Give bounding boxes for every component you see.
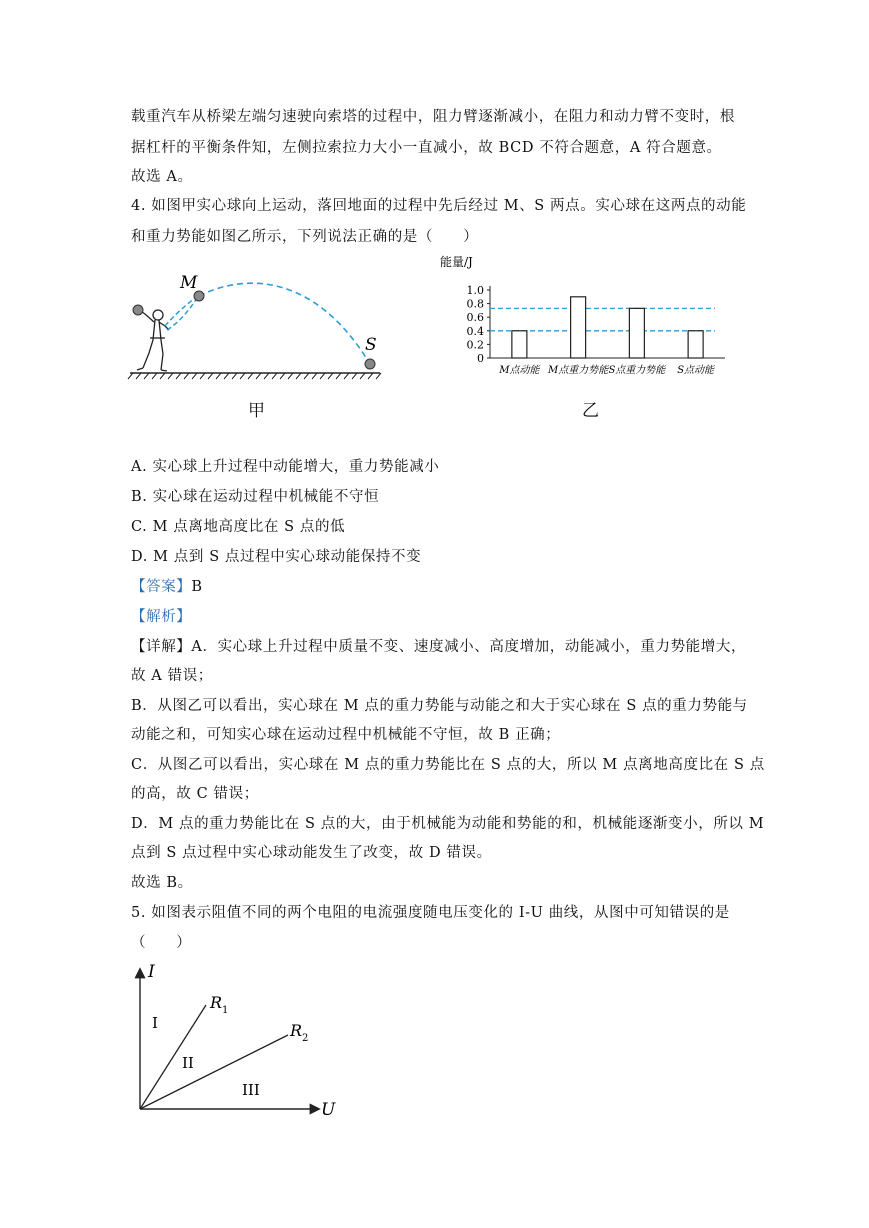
option-a: A. 实心球上升过程中动能增大，重力势能减小 [131,459,440,475]
region-3-label: III [242,1081,260,1099]
region-2-label: II [182,1054,194,1072]
y-tick-label: 0 [477,352,484,365]
option-c: C. M 点离地高度比在 S 点的低 [131,519,346,535]
iu-graph [128,962,348,1122]
x-category-label: M点动能 [499,365,540,376]
r1-line [140,1005,206,1109]
option-d: D. M 点到 S 点过程中实心球动能保持不变 [131,549,422,565]
bar [512,331,527,358]
question-5-stem: 5. 如图表示阻值不同的两个电阻的电流强度随电压变化的 I-U 曲线，从图中可知错误的是 [131,905,730,921]
label-s: S [365,335,377,355]
x-category-label: S点动能 [677,365,715,376]
explanation-line: 故 A 错误； [131,668,213,684]
axis-i-label: I [148,962,155,982]
paragraph-line: 据杠杆的平衡条件知，左侧拉索拉力大小一直减小，故 BCD 不符合题意，A 符合题意。 [131,140,722,156]
explanation-line: D．M 点的重力势能比在 S 点的大，由于机械能为动能和势能的和，机械能逐渐变小，所以 M [131,816,765,832]
question-4-stem: 4. 如图甲实心球向上运动，落回地面的过程中先后经过 M、S 两点。实心球在这两点的动能 [131,198,747,214]
explanation-line: 故选 B。 [131,875,193,891]
explanation-line: C．从图乙可以看出，实心球在 M 点的重力势能比在 S 点的大，所以 M 点离地高度比在 S 点 [131,757,765,773]
axis-u-label: U [321,1100,336,1120]
region-1-label: I [152,1014,158,1032]
paragraph-line: 载重汽车从桥梁左端匀速驶向索塔的过程中，阻力臂逐渐减小，在阻力和动力臂不变时，根 [131,109,735,125]
answer-line [131,575,203,596]
question-5-stem: （ ） [131,935,192,951]
bar [571,297,586,358]
label-m: M [180,273,198,293]
answer-tag: 【答案】 [131,579,192,595]
r2-line [140,1035,288,1109]
figure-caption-yi: 乙 [582,401,599,421]
energy-bar-chart [440,250,740,380]
y-tick-label: 1.0 [466,284,484,297]
r1-label: $R_1$ [210,993,229,1016]
x-category-label: M点重力势能 [548,365,609,376]
y-tick-label: 0.6 [466,311,484,325]
r2-label: $R_2$ [290,1021,309,1044]
y-axis-label: 能量/J [440,255,473,269]
explanation-line: 点到 S 点过程中实心球动能发生了改变，故 D 错误。 [131,845,492,861]
question-4-stem: 和重力势能如图乙所示，下列说法正确的是（ ） [131,229,479,245]
y-tick-label: 0.8 [466,297,484,311]
bar [629,308,644,358]
figure-caption-jia: 甲 [248,401,265,421]
explanation-line: B．从图乙可以看出，实心球在 M 点的重力势能与动能之和大于实心球在 S 点的重力势能与 [131,698,748,714]
option-b: B. 实心球在运动过程中机械能不守恒 [131,489,380,505]
paragraph-line: 故选 A。 [131,169,193,185]
explanation-line: 动能之和，可知实心球在运动过程中机械能不守恒，故 B 正确； [131,727,561,743]
answer-value: B [191,579,203,595]
athlete-figure [137,310,169,371]
x-category-label: S点重力势能 [608,365,666,376]
bar [688,331,703,358]
figure-jia-throw [125,268,395,398]
y-tick-label: 0.2 [466,338,484,352]
y-tick-label: 0.4 [466,324,484,338]
explanation-line: 【详解】A．实心球上升过程中质量不变、速度减小、高度增加，动能减小，重力势能增大， [131,639,747,655]
explanation-line: 的高，故 C 错误； [131,786,259,802]
analysis-tag: 【解析】 [131,609,192,625]
